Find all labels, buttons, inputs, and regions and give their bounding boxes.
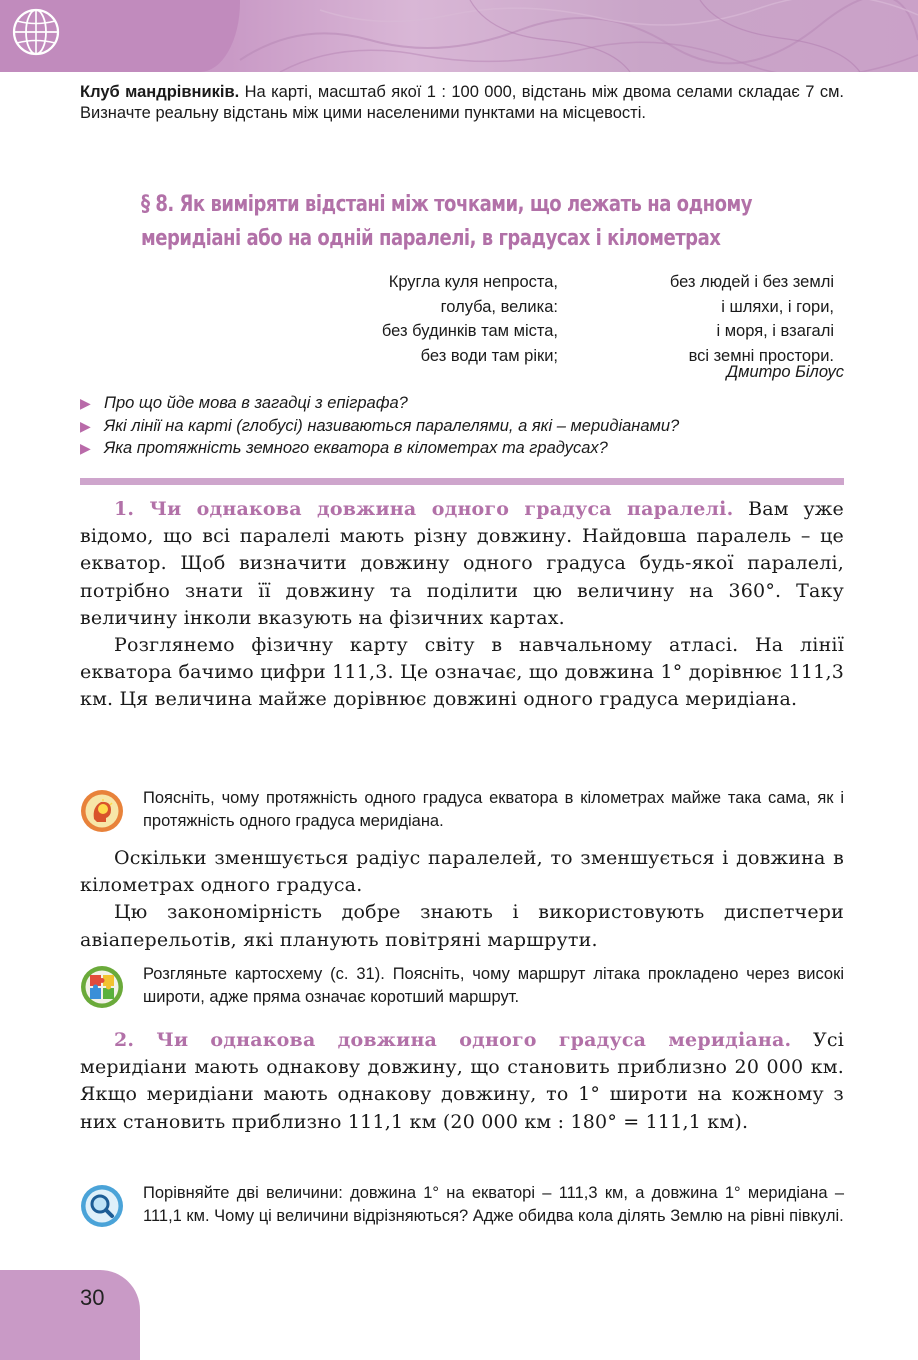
section-2-text: Усі меридіани мають однакову довжину, що становить приблизно 20 000 км. Якщо меридіани мають однакову довжину, то 1° широти на кожному з них становить приблизно 111,1 км (20 000 км : 180° = 111,1 км).: [80, 1029, 844, 1133]
lightbulb-head-icon: [80, 789, 124, 833]
section-2-paragraph: [80, 1027, 844, 1136]
epigraph-line: без людей і без землі: [669, 273, 834, 291]
page-corner-tab: [0, 1270, 140, 1360]
section-2-heading: 2. Чи однакова довжина одного градуса меридіана.: [114, 1029, 792, 1051]
question-text: Які лінії на карті (глобусі) називаються паралелями, а які – меридіанами?: [104, 416, 680, 435]
section-title-line2: меридіані або на одній паралелі, в градусах і кілометрах: [141, 226, 721, 251]
epigraph-left-column: [382, 270, 558, 368]
section-2: [80, 1027, 844, 1136]
section-1-paragraph-2: Розглянемо фізичну карту світу в навчальному атласі. На лінії екватора бачимо цифри 111,3. Це означає, що довжина 1° дорівнює 111,3 км. Ця величина майже дорівнює довжині одного градуса меридіана.: [80, 634, 844, 711]
epigraph-line: і шляхи, і гори,: [721, 297, 834, 316]
map-decoration: [220, 0, 918, 72]
question-text: Яка протяжність земного екватора в кілометрах та градусах?: [104, 439, 608, 457]
note-map-text: Розгляньте картосхему (с. 31). Поясніть, чому маршрут літака прокладено через високі широти, адже пряма означає коротший маршрут.: [143, 965, 844, 1006]
travelers-club-task: [80, 82, 844, 124]
epigraph-line: і моря, і взагалі: [716, 322, 834, 340]
epigraph-line: без води там ріки;: [420, 346, 558, 365]
section-1-heading: 1. Чи однакова довжина одного градуса паралелі.: [114, 498, 734, 520]
middle-paragraph-1: Оскільки зменшується радіус паралелей, то зменшується і довжина в кілометрах одного градуса.: [80, 847, 844, 897]
epigraph-line: голуба, велика:: [440, 297, 558, 316]
header-band: [0, 0, 918, 72]
triangle-bullet-icon: ▶: [80, 440, 91, 456]
question-item: [80, 437, 860, 460]
magnifier-icon: [80, 1184, 124, 1228]
triangle-bullet-icon: ▶: [80, 395, 91, 411]
epigraph-line: Кругла куля непроста,: [388, 273, 558, 291]
intro-questions: [80, 392, 860, 460]
puzzle-icon: [80, 965, 124, 1009]
triangle-bullet-icon: ▶: [80, 417, 91, 434]
note-explain-text: Поясніть, чому протяжність одного градуса екватора в кілометрах майже така сама, як і протяжність одного градуса меридіана.: [143, 789, 844, 830]
section-1-text: Вам уже відомо, що всі паралелі мають різну довжину. Найдовша паралель – це екватор. Щоб визначити довжину одного градуса будь-якої паралелі, потрібно знати її довжину та поділити цю величину на 360°. Таку величину інколи вказують на фізичних картах.: [80, 498, 844, 629]
section-divider: [80, 478, 844, 485]
note-map: [80, 963, 844, 1009]
epigraph-line: без будинків там міста,: [381, 322, 558, 340]
section-title: [141, 188, 822, 256]
epigraph-line: всі земні простори.: [688, 346, 834, 365]
question-item: [80, 392, 860, 415]
question-item: [80, 415, 860, 438]
question-text: Про що йде мова в загадці з епіграфа?: [104, 394, 408, 412]
club-lead: Клуб мандрівників.: [80, 83, 240, 101]
note-compare: [80, 1182, 844, 1228]
middle-text: [80, 845, 844, 954]
globe-icon: [10, 6, 62, 58]
section-title-line1: § 8. Як виміряти відстані між точками, що лежать на одному: [141, 192, 753, 217]
middle-paragraph-2: Цю закономірність добре знають і використовують диспетчери авіаперельотів, які планують повітряні маршрути.: [80, 901, 844, 951]
note-compare-text: Порівняйте дві величини: довжина 1° на екваторі – 111,3 км, а довжина 1° меридіана – 111,1 км. Чому ці величини відрізняються? Адже обидва кола ділять Землю на рівні півкулі.: [143, 1184, 844, 1225]
epigraph-author: Дмитро Білоус: [726, 363, 844, 381]
epigraph-right-column: [670, 270, 834, 368]
section-1-paragraph-1: [80, 496, 844, 632]
section-1: [80, 496, 844, 714]
page-number: 30: [80, 1285, 105, 1310]
note-explain: [80, 787, 844, 833]
club-text: На карті, масштаб якої 1 : 100 000, відстань між двома селами складає 7 см. Визначте реальну відстань між цими населеними пунктами на місцевості.: [80, 83, 844, 122]
